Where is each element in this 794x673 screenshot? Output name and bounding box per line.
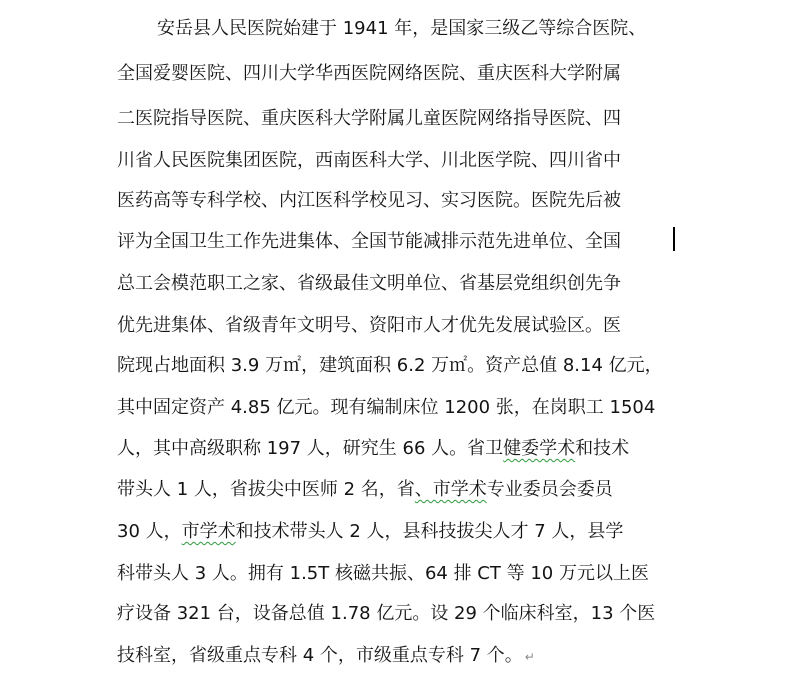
text-line-7: 总工会模范职工之家、省级最佳文明单位、省基层党组织创先争 xyxy=(117,273,621,294)
text-line-3: 二医院指导医院、重庆医科大学附属儿童医院网络指导医院、四 xyxy=(117,108,621,129)
spell-flag-3[interactable]: 市学术 xyxy=(181,521,236,542)
text-line-5: 医药高等专科学校、内江医科学校见习、实习医院。医院先后被 xyxy=(117,190,621,211)
text-line-16 xyxy=(117,644,535,669)
text-line-10: 其中固定资产 4.85 亿元。现有编制床位 1200 张，在岗职工 1504 xyxy=(117,397,656,418)
text-line-13-a: 30 人， xyxy=(117,521,182,542)
text-line-11 xyxy=(117,437,629,461)
spell-flag-2[interactable]: 、市学术 xyxy=(414,479,487,500)
text-line-9: 院现占地面积 3.9 万㎡，建筑面积 6.2 万㎡。资产总值 8.14 亿元， xyxy=(117,355,663,376)
spell-flag-1[interactable]: 健委学术 xyxy=(503,438,576,459)
text-line-12-a: 带头人 1 人，省拔尖中医师 2 名，省 xyxy=(117,479,415,500)
text-cursor xyxy=(673,227,675,251)
text-line-13-c: 和技术带头人 2 人，县科技拔尖人才 7 人，县学 xyxy=(235,521,624,542)
text-line-16-text: 技科室，省级重点专科 4 个，市级重点专科 7 个。 xyxy=(117,645,523,666)
text-line-4: 川省人民医院集团医院，西南医科大学、川北医学院、四川省中 xyxy=(117,150,621,171)
text-line-12-c: 专业委员会委员 xyxy=(486,479,613,500)
text-line-8: 优先进集体、省级青年文明号、资阳市人才优先发展试验区。医 xyxy=(117,315,621,336)
text-line-13 xyxy=(117,520,623,544)
text-line-11-c: 和技术 xyxy=(575,438,630,459)
text-line-15: 疗设备 321 台，设备总值 1.78 亿元。设 29 个临床科室，13 个医 xyxy=(117,603,656,624)
text-line-12 xyxy=(117,478,613,502)
text-line-6: 评为全国卫生工作先进集体、全国节能减排示范先进单位、全国 xyxy=(117,231,621,252)
paragraph-mark-icon: ↵ xyxy=(524,650,535,664)
text-line-14: 科带头人 3 人。拥有 1.5T 核磁共振、64 排 CT 等 10 万元以上医 xyxy=(117,563,649,584)
text-line-1: 安岳县人民医院始建于 1941 年，是国家三级乙等综合医院、 xyxy=(157,18,647,39)
text-line-11-a: 人，其中高级职称 197 人，研究生 66 人。省卫 xyxy=(117,438,504,459)
text-line-2: 全国爱婴医院、四川大学华西医院网络医院、重庆医科大学附属 xyxy=(117,63,621,84)
